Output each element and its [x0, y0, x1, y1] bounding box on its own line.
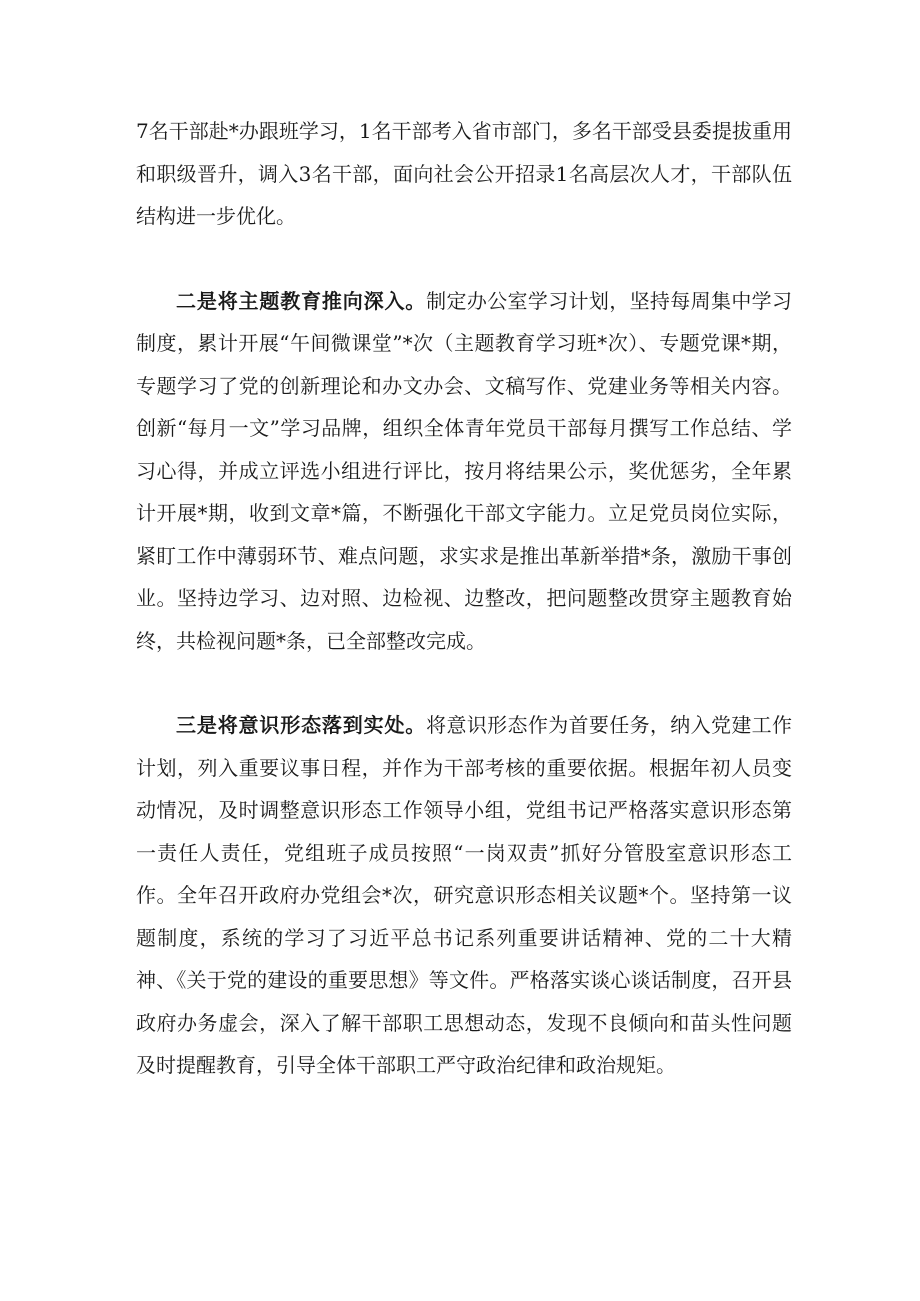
- paragraph-spacer: [136, 662, 792, 704]
- paragraph-text: 将意识形态作为首要任务，纳入党建工作计划，列入重要议事日程，并作为干部考核的重要依据。根据年初人员变动情况，及时调整意识形态工作领导小组，党组书记严格落实意识形态第一责任人责任，党组班子成员按照“一岗双责”抓好分管股室意识形态工作。全年召开政府办党组会*次，研究意识形态相关议题*个。坚持第一议题制度，系统的学习了习近平总书记系列重要讲话精神、党的二十大精神、《关于党的建设的重要思想》等文件。严格落实谈心谈话制度，召开县政府办务虚会，深入了解干部职工思想动态，发现不良倾向和苗头性问题及时提醒教育，引导全体干部职工严守政治纪律和政治规矩。: [136, 713, 793, 1077]
- paragraph-ideology: [136, 704, 792, 1087]
- paragraph-text: 制定办公室学习计划，坚持每周集中学习制度，累计开展“午间微课堂”*次（主题教育学习班*次）、专题党课*期，专题学习了党的创新理论和办文办会、文稿写作、党建业务等相关内容。创新“每月一文”学习品牌，组织全体青年党员干部每月撰写工作总结、学习心得，并成立评选小组进行评比，按月将结果公示，奖优惩劣，全年累计开展*期，收到文章*篇，不断强化干部文字能力。立足党员岗位实际，紧盯工作中薄弱环节、难点问题，求实求是推出革新举措*条，激励干事创业。坚持边学习、边对照、边检视、边整改，把问题整改贯穿主题教育始终，共检视问题*条，已全部整改完成。: [136, 288, 793, 653]
- paragraph-cadre-optimization: [136, 110, 792, 238]
- paragraph-theme-education: [136, 280, 792, 663]
- paragraph-lead-heading: 二是将主题教育推向深入。: [176, 288, 427, 313]
- paragraph-text: 7名干部赴*办跟班学习，1名干部考入省市部门，多名干部受县委提拔重用和职级晋升，调入3名干部，面向社会公开招录1名高层次人才，干部队伍结构进一步优化。: [136, 119, 792, 228]
- paragraph-spacer: [136, 238, 792, 280]
- paragraph-lead-heading: 三是将意识形态落到实处。: [176, 713, 427, 737]
